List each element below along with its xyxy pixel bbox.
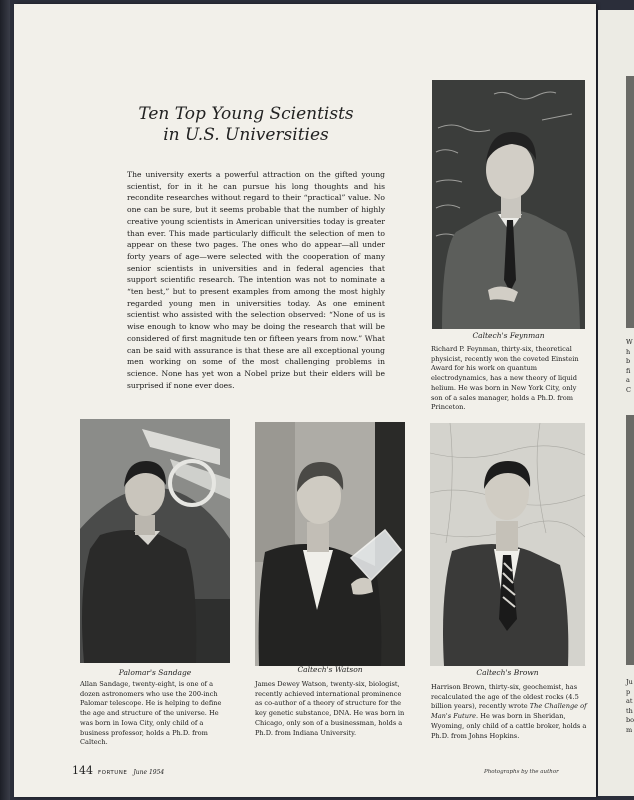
sandage-bio: Allan Sandage, twenty-eight, is one of a dozen astronomers who use the 200-inch Palomar telescope. He is helping to define the age and structure of the universe. He was born in Iowa City, only child of a business professor, holds a Ph.D. from Caltech. xyxy=(80,680,222,747)
feynman-bio: Richard P. Feynman, thirty-six, theoretical physicist, recently won the coveted Einstein Award for his work on quantum electrodynamics, has a new theory of liquid helium. He was born in New York City, only son of a sales manager, holds a Ph.D. from Princeton. xyxy=(431,345,579,412)
sandage-caption: Palomar's Sandage xyxy=(118,668,192,677)
brown-photo xyxy=(430,423,585,666)
brown-bio-part-2: . He was born in Sheridan, Wyoming, only child of a cattle broker, holds a Ph.D. from Johns Hopkins. xyxy=(431,712,587,740)
watson-caption: Caltech's Watson xyxy=(297,665,363,674)
adjacent-photo-bottom xyxy=(626,415,634,665)
brown-bio xyxy=(431,683,589,741)
article-title-line-1: Ten Top Young Scientists xyxy=(138,104,354,124)
article-title-line-2: in U.S. Universities xyxy=(163,125,329,145)
brown-bio-part-1: Harrison Brown, thirty-six, geochemist, has recalculated the age of the oldest rocks (4.5 billion years), recently wrote xyxy=(431,683,579,711)
book-binding xyxy=(0,0,10,800)
page-footer xyxy=(72,764,164,777)
brown-bio-book: The Challenge of Man's Future xyxy=(431,702,587,721)
feynman-photo xyxy=(432,80,585,329)
adjacent-text-top: W h b fi a C xyxy=(626,338,633,394)
page-number: 144 xyxy=(72,764,93,777)
issue-date: June 1954 xyxy=(133,769,165,776)
sandage-photo xyxy=(80,419,230,663)
adjacent-photo-top xyxy=(626,76,634,328)
article-intro: The university exerts a powerful attraction on the gifted young scientist, for in it he can pursue his long thoughts and his recondite researches without regard to their “practical” value. No one can be sure, but it seems probable that the number of highly creative young scientists in American universities today is greater than ever. This made particularly difficult the selection of men to appear on these two pages. The ones who do appear—all under forty years of age—were selected with the cooperation of many senior scientists in universities and in federal agencies that support scientific research. The intention was not to nominate a “ten best,” but to present examples from among the most highly regarded young men in universities today. As one eminent scientist who assisted with the selection observed: “None of us is wise enough to know who may be doing the research that will be considered of first magnitude ten or fifteen years from now.” What can be said with assurance is that these are all exceptional young men working on some of the most challenging problems in science. None has yet won a Nobel prize but their elders will be surprised if none ever does. xyxy=(127,170,385,390)
magazine-page xyxy=(14,4,596,797)
watson-bio: James Dewey Watson, twenty-six, biologist, recently achieved international prominence as co-author of a theory of structure for the key genetic substance, DNA. He was born in Chicago, only son of a businessman, holds a Ph.D. from Indiana University. xyxy=(255,680,405,737)
article-title xyxy=(126,104,366,146)
photo-credit: Photographs by the author xyxy=(484,769,559,775)
adjacent-text-bottom: Ju p at th bo m xyxy=(626,678,634,734)
adjacent-page-edge xyxy=(598,10,634,796)
feynman-caption: Caltech's Feynman xyxy=(472,331,545,340)
watson-photo xyxy=(255,422,405,666)
brown-caption: Caltech's Brown xyxy=(476,668,539,677)
magazine-name: FORTUNE xyxy=(98,770,128,776)
